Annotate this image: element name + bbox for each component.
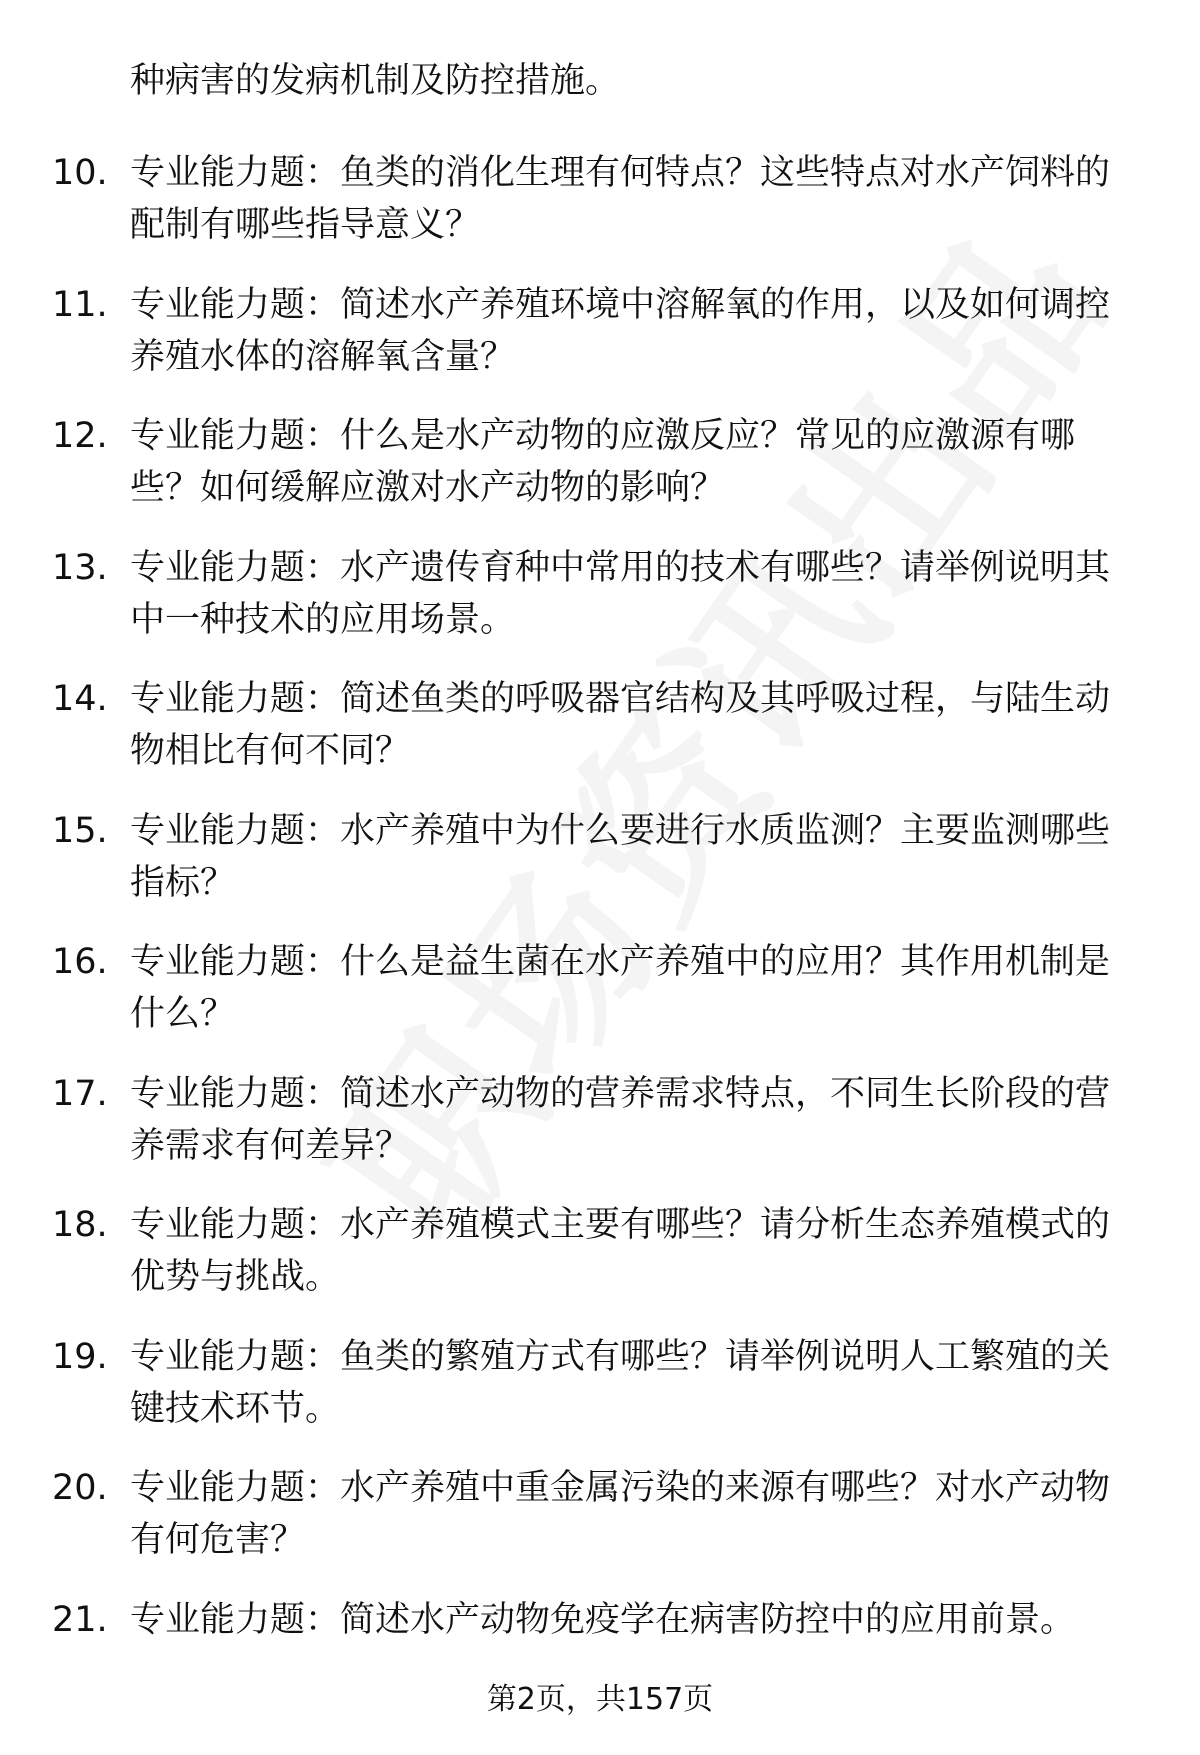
question-item-14 — [0, 673, 1200, 805]
question-item-11 — [0, 279, 1200, 411]
question-number: 21. — [52, 1599, 108, 1640]
question-text: 专业能力题：水产养殖中为什么要进行水质监测？主要监测哪些指标？ — [130, 810, 1111, 903]
question-number: 16. — [52, 942, 108, 982]
question-number: 13. — [52, 547, 108, 588]
question-text: 专业能力题：水产遗传育种中常用的技术有哪些？请举例说明其中一种技术的应用场景。 — [130, 547, 1111, 640]
question-item-12 — [0, 410, 1200, 542]
question-item-15 — [0, 805, 1200, 937]
question-number: 19. — [52, 1336, 108, 1377]
question-item-13 — [0, 542, 1200, 674]
question-text: 专业能力题：简述水产养殖环境中溶解氧的作用，以及如何调控养殖水体的溶解氧含量？ — [130, 284, 1111, 377]
carry-over-text: 种病害的发病机制及防控措施。 — [130, 61, 621, 101]
question-number: 10. — [52, 153, 108, 193]
page-footer: 第2页，共157页 — [486, 1682, 714, 1717]
question-text: 专业能力题：什么是水产动物的应激反应？常见的应激源有哪些？如何缓解应激对水产动物的影响？ — [130, 416, 1076, 508]
question-text: 专业能力题：水产养殖模式主要有哪些？请分析生态养殖模式的优势与挑战。 — [130, 1205, 1111, 1297]
question-item-16 — [0, 936, 1200, 1068]
question-number: 15. — [52, 810, 108, 851]
question-text: 专业能力题：鱼类的繁殖方式有哪些？请举例说明人工繁殖的关键技术环节。 — [130, 1336, 1111, 1429]
question-text: 专业能力题：简述水产动物的营养需求特点，不同生长阶段的营养需求有何差异？ — [130, 1073, 1111, 1166]
question-text: 专业能力题：简述水产动物免疫学在病害防控中的应用前景。 — [130, 1599, 1076, 1640]
question-list — [0, 147, 1200, 1725]
question-number: 17. — [52, 1073, 108, 1114]
question-item-17 — [0, 1068, 1200, 1200]
question-number: 11. — [52, 284, 108, 325]
question-text: 专业能力题：什么是益生菌在水产养殖中的应用？其作用机制是什么？ — [130, 942, 1111, 1034]
question-text: 专业能力题：水产养殖中重金属污染的来源有哪些？对水产动物有何危害？ — [130, 1468, 1111, 1560]
question-number: 18. — [52, 1205, 108, 1245]
question-text: 专业能力题：鱼类的消化生理有何特点？这些特点对水产饲料的配制有哪些指导意义？ — [130, 153, 1111, 245]
question-number: 12. — [52, 416, 108, 456]
question-text: 专业能力题：简述鱼类的呼吸器官结构及其呼吸过程，与陆生动物相比有何不同？ — [130, 679, 1111, 771]
question-item-19 — [0, 1331, 1200, 1463]
question-item-20 — [0, 1462, 1200, 1594]
question-item-18 — [0, 1199, 1200, 1331]
question-number: 20. — [52, 1468, 108, 1508]
question-item-10 — [0, 147, 1200, 279]
question-number: 14. — [52, 679, 108, 719]
